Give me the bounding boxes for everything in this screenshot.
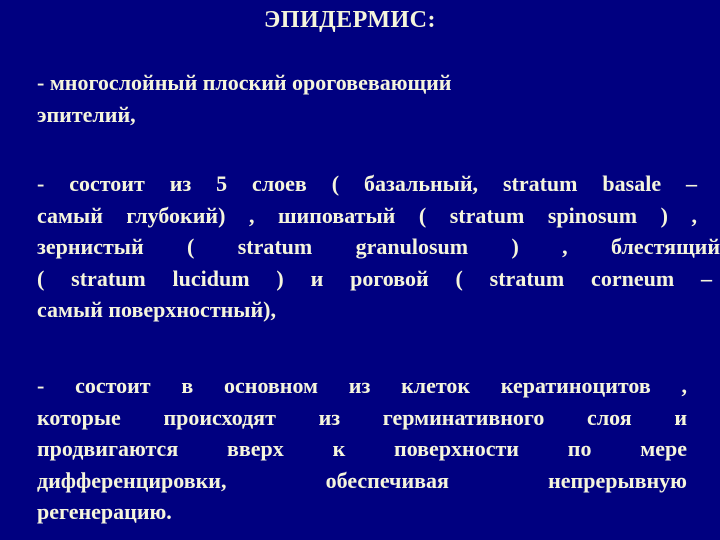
text-line: дифференцировки, обеспечивая непрерывную [37, 467, 687, 493]
text-line: зернистый ( stratum granulosum ) , блестящий [37, 234, 720, 259]
text-line: - состоит из 5 слоев ( базальный, stratum basale – [37, 171, 697, 196]
text-line: эпителий, [37, 101, 136, 127]
text-line: самый глубокий) , шиповатый ( stratum spinosum ) , [37, 202, 697, 228]
text-line: ( stratum lucidum ) и роговой ( stratum corneum – [37, 265, 712, 291]
text-line: самый поверхностный), [37, 297, 276, 322]
text-line: продвигаются вверх к поверхности по мере [37, 436, 687, 461]
text-line: которые происходят из герминативного слоя и [37, 404, 687, 430]
text-line: - состоит в основном из клеток кератиноцитов , [37, 373, 687, 398]
paragraph-keratinocytes [37, 370, 687, 528]
paragraph-definition [37, 67, 687, 130]
text-line: - многослойный плоский ороговевающий [37, 70, 452, 95]
paragraph-layers [37, 168, 720, 326]
text-line: регенерацию. [37, 499, 172, 524]
slide-title: ЭПИДЕРМИС: [264, 7, 436, 33]
